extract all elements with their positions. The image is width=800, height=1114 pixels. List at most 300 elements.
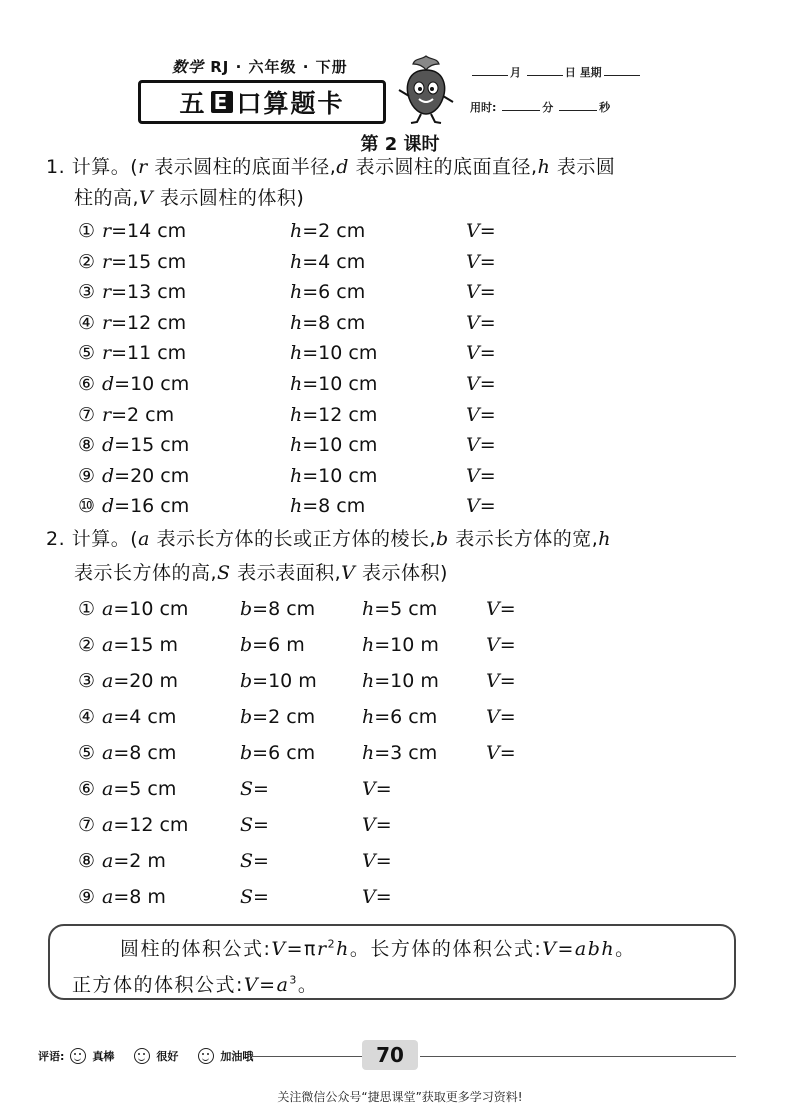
variable: h bbox=[290, 220, 303, 242]
q2-cell-c2 bbox=[240, 667, 317, 695]
row-index: ⑧ bbox=[78, 850, 96, 872]
value: =2 cm bbox=[111, 403, 175, 426]
q2-cell-c3 bbox=[362, 595, 437, 623]
q2-cell-c1 bbox=[102, 631, 178, 659]
q2-cell-c3 bbox=[362, 739, 437, 767]
variable: V bbox=[466, 250, 480, 273]
q2-text: 表示长方体的长或正方体的棱长, bbox=[149, 528, 437, 550]
q1-cell-c[interactable] bbox=[466, 278, 496, 306]
q1-cell-a bbox=[102, 339, 186, 367]
q2-cell-c4[interactable] bbox=[486, 667, 516, 695]
variable: a bbox=[102, 634, 114, 656]
variable: V bbox=[486, 670, 500, 692]
q1-cell-b bbox=[290, 401, 377, 429]
value: =10 m bbox=[252, 670, 317, 692]
q1-cell-a bbox=[102, 370, 189, 398]
value: = bbox=[479, 281, 496, 304]
q2-cell-c3[interactable] bbox=[362, 883, 392, 911]
row-index: ⑤ bbox=[78, 742, 96, 764]
second-blank[interactable] bbox=[559, 100, 597, 111]
value: =20 m bbox=[113, 670, 178, 692]
variable: h bbox=[362, 670, 375, 692]
formula-text: 。长方体的体积公式: bbox=[349, 938, 543, 960]
q2-cell-c1 bbox=[102, 739, 176, 767]
value: =12 cm bbox=[111, 311, 187, 334]
q2-cell-c3 bbox=[362, 631, 439, 659]
variable: h bbox=[290, 250, 303, 273]
value: =6 m bbox=[252, 634, 305, 656]
q2-cell-c2[interactable] bbox=[240, 847, 269, 875]
subject-text: 数学 bbox=[172, 58, 205, 76]
row-index: ⑧ bbox=[78, 434, 96, 457]
q1-row bbox=[0, 248, 800, 276]
variable: V bbox=[466, 220, 480, 242]
variable: V bbox=[486, 742, 500, 764]
row-index: ⑩ bbox=[78, 495, 96, 518]
value: = bbox=[375, 814, 392, 836]
variable: r bbox=[102, 250, 112, 273]
q2-cell-c1 bbox=[102, 811, 188, 839]
value: = bbox=[375, 778, 392, 800]
row-index: ② bbox=[78, 250, 96, 273]
q1-cell-c[interactable] bbox=[466, 248, 496, 276]
value: =14 cm bbox=[111, 220, 187, 242]
value: = bbox=[479, 434, 496, 457]
variable: V bbox=[362, 778, 376, 800]
minute-blank[interactable] bbox=[502, 100, 540, 111]
variable: V bbox=[466, 342, 480, 365]
q2-row bbox=[0, 811, 800, 839]
question-2-prompt bbox=[46, 522, 756, 590]
value: =16 cm bbox=[114, 495, 190, 518]
q1-var: r bbox=[138, 156, 148, 178]
formula-exponent: 2 bbox=[327, 937, 337, 951]
variable: V bbox=[466, 311, 480, 334]
eval-option-2[interactable]: 很好 bbox=[156, 1050, 179, 1063]
q1-cell-c[interactable] bbox=[466, 309, 496, 337]
q1-cell-b bbox=[290, 370, 377, 398]
q1-row bbox=[0, 370, 800, 398]
q2-cell-c3 bbox=[362, 667, 439, 695]
q2-cell-c4[interactable] bbox=[486, 739, 516, 767]
row-index: ③ bbox=[78, 670, 96, 692]
row-index: ④ bbox=[78, 706, 96, 728]
q1-cell-a bbox=[102, 309, 186, 337]
row-index: ⑥ bbox=[78, 778, 96, 800]
value: =2 m bbox=[113, 850, 166, 872]
formula-text: = bbox=[259, 974, 277, 996]
variable: d bbox=[102, 495, 115, 518]
value: =6 cm bbox=[374, 706, 438, 728]
q1-row bbox=[0, 401, 800, 429]
variable: b bbox=[240, 634, 253, 656]
q1-text: 计算。( bbox=[71, 156, 139, 178]
variable: a bbox=[102, 598, 114, 620]
q1-text: 柱的高, bbox=[74, 187, 140, 209]
date-line bbox=[470, 64, 642, 80]
q1-row bbox=[0, 309, 800, 337]
footer-divider-right bbox=[420, 1056, 736, 1057]
q1-text: 表示圆柱的底面半径, bbox=[147, 156, 337, 178]
week-label: 星期 bbox=[579, 66, 602, 79]
formula-text: = bbox=[557, 938, 575, 960]
value: = bbox=[479, 220, 496, 242]
q2-row bbox=[0, 883, 800, 911]
value: =10 cm bbox=[114, 373, 190, 395]
variable: h bbox=[290, 434, 303, 457]
q1-text: 表示圆柱的体积) bbox=[153, 187, 305, 209]
variable: r bbox=[102, 220, 112, 242]
value: =15 cm bbox=[111, 250, 187, 273]
grade-meta: RJ · 六年级 · 下册 bbox=[210, 58, 348, 76]
value: =8 cm bbox=[302, 311, 366, 334]
q2-cell-c1 bbox=[102, 703, 176, 731]
value: = bbox=[499, 706, 516, 728]
q2-row bbox=[0, 703, 800, 731]
variable: b bbox=[240, 598, 253, 620]
eval-option-1[interactable]: 真棒 bbox=[92, 1050, 115, 1063]
q1-var: d bbox=[336, 156, 349, 178]
q1-cell-a bbox=[102, 217, 186, 245]
q2-cell-c1 bbox=[102, 595, 188, 623]
value: =10 cm bbox=[302, 464, 378, 487]
row-index: ⑨ bbox=[78, 886, 96, 908]
value: =6 cm bbox=[302, 281, 366, 304]
variable: d bbox=[102, 464, 115, 487]
q2-cell-c1 bbox=[102, 883, 166, 911]
q1-row bbox=[0, 217, 800, 245]
q1-cell-b bbox=[290, 248, 365, 276]
formula-var: h bbox=[336, 938, 350, 960]
q1-cell-c[interactable] bbox=[466, 431, 496, 459]
variable: h bbox=[362, 742, 375, 764]
q1-cell-c[interactable] bbox=[466, 217, 496, 245]
day-label: 日 bbox=[564, 66, 576, 79]
value: =12 cm bbox=[302, 403, 378, 426]
variable: h bbox=[362, 706, 375, 728]
q2-text: 表示长方体的宽, bbox=[448, 528, 599, 550]
value: = bbox=[499, 670, 516, 692]
variable: h bbox=[362, 634, 375, 656]
variable: h bbox=[290, 403, 303, 426]
value: = bbox=[479, 464, 496, 487]
q1-cell-b bbox=[290, 462, 377, 490]
variable: r bbox=[102, 403, 112, 426]
value: =10 cm bbox=[302, 373, 378, 395]
time-line bbox=[470, 99, 610, 115]
value: =4 cm bbox=[113, 706, 177, 728]
formula-var: a bbox=[276, 974, 290, 996]
variable: r bbox=[102, 342, 112, 365]
q2-cell-c1 bbox=[102, 667, 178, 695]
value: =10 m bbox=[374, 634, 439, 656]
second-label: 秒 bbox=[599, 101, 611, 114]
variable: V bbox=[466, 403, 480, 426]
row-index: ① bbox=[78, 598, 96, 620]
value: =10 cm bbox=[302, 434, 378, 457]
row-index: ⑤ bbox=[78, 342, 96, 365]
q2-text: 表示表面积, bbox=[230, 562, 342, 584]
variable: V bbox=[466, 464, 480, 487]
title-banner bbox=[138, 80, 386, 124]
q1-cell-b bbox=[290, 278, 365, 306]
q2-cell-c3[interactable] bbox=[362, 811, 392, 839]
q2-cell-c2[interactable] bbox=[240, 883, 269, 911]
value: = bbox=[479, 373, 496, 395]
q2-var: b bbox=[436, 528, 449, 550]
q1-row bbox=[0, 339, 800, 367]
row-index: ⑦ bbox=[78, 403, 96, 426]
q2-cell-c2 bbox=[240, 703, 315, 731]
value: = bbox=[375, 886, 392, 908]
q1-cell-c[interactable] bbox=[466, 401, 496, 429]
variable: d bbox=[102, 373, 115, 395]
q1-cell-a bbox=[102, 431, 189, 459]
value: =13 cm bbox=[111, 281, 187, 304]
q1-cell-b bbox=[290, 217, 365, 245]
variable: S bbox=[240, 814, 254, 836]
q2-row bbox=[0, 739, 800, 767]
value: =5 cm bbox=[113, 778, 177, 800]
variable: V bbox=[486, 634, 500, 656]
q1-cell-c[interactable] bbox=[466, 370, 496, 398]
value: = bbox=[253, 778, 269, 800]
variable: V bbox=[362, 886, 376, 908]
variable: h bbox=[290, 311, 303, 334]
q2-cell-c2 bbox=[240, 739, 315, 767]
q1-var: h bbox=[537, 156, 551, 178]
value: =10 cm bbox=[113, 598, 189, 620]
q2-row bbox=[0, 595, 800, 623]
variable: V bbox=[486, 706, 500, 728]
formula-var: V bbox=[542, 938, 558, 960]
row-index: ② bbox=[78, 634, 96, 656]
value: =10 m bbox=[374, 670, 439, 692]
q2-cell-c4[interactable] bbox=[486, 703, 516, 731]
variable: a bbox=[102, 886, 114, 908]
q1-cell-b bbox=[290, 431, 377, 459]
variable: a bbox=[102, 670, 114, 692]
q2-cell-c2[interactable] bbox=[240, 775, 269, 803]
row-index: ① bbox=[78, 220, 96, 242]
formula-var: abh bbox=[574, 938, 616, 960]
variable: r bbox=[102, 281, 112, 304]
variable: b bbox=[240, 706, 253, 728]
formula-text: 圆柱的体积公式: bbox=[120, 938, 272, 960]
variable: d bbox=[102, 434, 115, 457]
value: =12 cm bbox=[113, 814, 189, 836]
q2-cell-c1 bbox=[102, 847, 166, 875]
question-1-prompt bbox=[46, 152, 746, 214]
row-index: ④ bbox=[78, 311, 96, 334]
value: =3 cm bbox=[374, 742, 438, 764]
q2-cell-c4[interactable] bbox=[486, 631, 516, 659]
variable: S bbox=[240, 778, 254, 800]
value: =5 cm bbox=[374, 598, 438, 620]
formula-text: =π bbox=[286, 938, 317, 960]
variable: V bbox=[362, 850, 376, 872]
smile-face-icon[interactable] bbox=[70, 1048, 86, 1064]
q2-text: 表示长方体的高, bbox=[74, 562, 218, 584]
formula-var: r bbox=[317, 938, 328, 960]
variable: h bbox=[290, 495, 303, 518]
week-blank[interactable] bbox=[604, 65, 640, 76]
variable: h bbox=[362, 598, 375, 620]
q2-row bbox=[0, 631, 800, 659]
formula-line-1 bbox=[120, 934, 636, 961]
q1-text: 表示圆 bbox=[550, 156, 616, 178]
row-index: ⑨ bbox=[78, 464, 96, 487]
q2-cell-c1 bbox=[102, 775, 176, 803]
q2-var: a bbox=[138, 528, 150, 550]
value: =8 cm bbox=[252, 598, 316, 620]
value: =8 m bbox=[113, 886, 166, 908]
value: = bbox=[499, 742, 516, 764]
value: =6 cm bbox=[252, 742, 316, 764]
value: = bbox=[375, 850, 392, 872]
variable: b bbox=[240, 742, 253, 764]
variable: a bbox=[102, 742, 114, 764]
value: =15 cm bbox=[114, 434, 190, 457]
q2-cell-c3[interactable] bbox=[362, 847, 392, 875]
lesson-title: 第 2 课时 bbox=[360, 134, 440, 155]
evaluation-bar bbox=[38, 1048, 253, 1064]
day-blank[interactable] bbox=[527, 65, 563, 76]
q2-number: 2. bbox=[46, 528, 66, 550]
variable: h bbox=[290, 373, 303, 395]
title-part2: 口算题卡 bbox=[236, 89, 345, 118]
variable: a bbox=[102, 814, 114, 836]
value: = bbox=[499, 634, 516, 656]
variable: S bbox=[240, 850, 254, 872]
value: =4 cm bbox=[302, 250, 366, 273]
variable: V bbox=[466, 495, 480, 518]
title-e-badge: E bbox=[211, 91, 233, 113]
q1-cell-c[interactable] bbox=[466, 462, 496, 490]
value: = bbox=[253, 814, 269, 836]
subject-label bbox=[172, 56, 348, 77]
q2-text: 计算。( bbox=[71, 528, 139, 550]
q1-row bbox=[0, 278, 800, 306]
q1-cell-a bbox=[102, 278, 186, 306]
value: = bbox=[479, 250, 496, 273]
formula-var: V bbox=[243, 974, 260, 996]
smile-face-icon[interactable] bbox=[198, 1048, 214, 1064]
variable: h bbox=[290, 342, 303, 365]
q2-row bbox=[0, 847, 800, 875]
q1-cell-b bbox=[290, 309, 365, 337]
value: =15 m bbox=[113, 634, 178, 656]
value: = bbox=[253, 850, 269, 872]
minute-label: 分 bbox=[542, 101, 554, 114]
value: =2 cm bbox=[302, 220, 366, 242]
q2-var: V bbox=[341, 562, 356, 584]
q1-row bbox=[0, 431, 800, 459]
q2-row bbox=[0, 775, 800, 803]
row-index: ③ bbox=[78, 281, 96, 304]
formula-line-2 bbox=[72, 970, 318, 997]
footer-divider-left bbox=[250, 1056, 370, 1057]
variable: a bbox=[102, 850, 114, 872]
variable: V bbox=[486, 598, 500, 620]
time-label: 用时: bbox=[470, 101, 497, 114]
q2-text: 表示体积) bbox=[355, 562, 448, 584]
value: = bbox=[479, 311, 496, 334]
formula-text: 正方体的体积公式: bbox=[72, 974, 244, 996]
value: = bbox=[253, 886, 269, 908]
value: =8 cm bbox=[302, 495, 366, 518]
month-label: 月 bbox=[510, 66, 521, 79]
variable: V bbox=[466, 281, 480, 304]
q1-cell-a bbox=[102, 492, 189, 520]
variable: r bbox=[102, 311, 112, 334]
variable: a bbox=[102, 778, 114, 800]
q1-cell-a bbox=[102, 401, 174, 429]
q1-text: 表示圆柱的底面直径, bbox=[348, 156, 538, 178]
value: = bbox=[479, 342, 496, 365]
q2-cell-c2 bbox=[240, 631, 305, 659]
q2-var: S bbox=[217, 562, 231, 584]
formula-exponent: 3 bbox=[289, 973, 298, 987]
variable: h bbox=[290, 464, 303, 487]
month-blank[interactable] bbox=[472, 65, 508, 76]
variable: S bbox=[240, 886, 254, 908]
q2-cell-c4[interactable] bbox=[486, 595, 516, 623]
q1-cell-b bbox=[290, 339, 377, 367]
variable: V bbox=[362, 814, 376, 836]
q2-cell-c2[interactable] bbox=[240, 811, 269, 839]
q1-cell-a bbox=[102, 248, 186, 276]
eval-option-3[interactable]: 加油哦 bbox=[220, 1050, 254, 1063]
q1-cell-b bbox=[290, 492, 365, 520]
formula-var: V bbox=[271, 938, 287, 960]
title-part1: 五 bbox=[179, 89, 207, 118]
variable: V bbox=[466, 373, 480, 395]
q2-cell-c2 bbox=[240, 595, 315, 623]
variable: a bbox=[102, 706, 114, 728]
formula-text: 。 bbox=[297, 974, 319, 996]
value: = bbox=[499, 598, 516, 620]
variable: b bbox=[240, 670, 253, 692]
promo-text: 关注微信公众号“捷思课堂”获取更多学习资料! bbox=[277, 1090, 523, 1104]
row-index: ⑥ bbox=[78, 373, 96, 395]
q1-row bbox=[0, 492, 800, 520]
formula-text: 。 bbox=[615, 938, 636, 960]
q2-cell-c3[interactable] bbox=[362, 775, 392, 803]
q2-row bbox=[0, 667, 800, 695]
q2-cell-c3 bbox=[362, 703, 437, 731]
formula-box bbox=[48, 924, 736, 1000]
q1-cell-c[interactable] bbox=[466, 492, 496, 520]
variable: V bbox=[466, 434, 480, 457]
value: =11 cm bbox=[111, 342, 187, 365]
q1-cell-a bbox=[102, 462, 189, 490]
evaluation-label: 评语: bbox=[38, 1050, 65, 1063]
value: =20 cm bbox=[114, 464, 190, 487]
q2-var: h bbox=[598, 528, 612, 550]
q1-row bbox=[0, 462, 800, 490]
row-index: ⑦ bbox=[78, 814, 96, 836]
q1-cell-c[interactable] bbox=[466, 339, 496, 367]
value: =10 cm bbox=[302, 342, 378, 365]
q1-var: V bbox=[139, 187, 154, 209]
variable: h bbox=[290, 281, 303, 304]
smile-face-icon[interactable] bbox=[134, 1048, 150, 1064]
value: = bbox=[479, 495, 496, 518]
value: =8 cm bbox=[113, 742, 177, 764]
value: = bbox=[479, 403, 496, 426]
mascot-icon bbox=[393, 52, 459, 126]
